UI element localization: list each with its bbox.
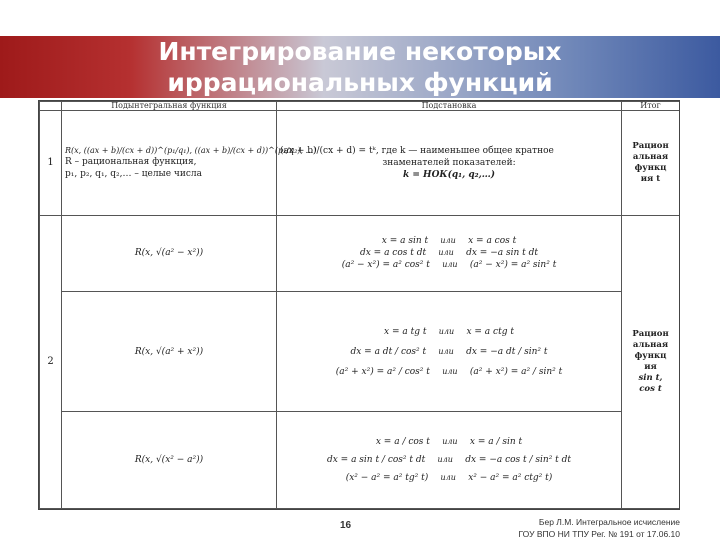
row2b-l3b: или [442, 366, 458, 376]
slide-title-line2: иррациональных функций [167, 68, 553, 97]
row2b-l2c: dx = −a dt / sin² t [466, 346, 548, 357]
row2-result [622, 215, 680, 508]
row2a-l3a: (a² − x²) = a² cos² t [341, 260, 430, 271]
footer-line1: Бер Л.М. Интегральное исчисление [538, 517, 680, 527]
footer-line2: ГОУ ВПО НИ ТПУ Рег. № 191 от 17.06.10 [518, 529, 680, 539]
row2c-l2a: dx = a sin t / cos² t dt [326, 455, 426, 466]
row1-result [622, 111, 680, 216]
header-substitution: Подстановка [277, 102, 622, 111]
row2c-substitution [277, 412, 622, 509]
row1-num: 1 [40, 111, 62, 216]
row2-num: 2 [40, 215, 62, 508]
row2a-l3b: или [442, 260, 458, 270]
row2b-l1c: x = a ctg t [466, 326, 514, 337]
row2a-l3c: (a² − x²) = a² sin² t [469, 260, 557, 271]
row2a-l2c: dx = −a sin t dt [466, 248, 538, 259]
row2b-l3c: (a² + x²) = a² / sin² t [469, 366, 563, 377]
row1-result-line2: альная [632, 151, 669, 162]
header-num [40, 102, 62, 111]
row2c-l3b: или [440, 473, 456, 483]
row2b-l2b: или [438, 346, 454, 356]
row2a-l1b: или [440, 236, 456, 246]
row2c-l1a: x = a / cos t [375, 437, 430, 448]
table-row [40, 412, 680, 509]
row1-sub-line1: (ax + b)/(cx + d) = tᵏ, где k — наименьшее общее кратное [280, 145, 554, 156]
row2-result-line4: ия [644, 361, 657, 372]
table-row [40, 291, 680, 412]
substitution-table [38, 100, 680, 510]
row2c-l2c: dx = −a cos t / sin² t dt [465, 455, 572, 466]
row2-result-line3: функц [634, 350, 667, 361]
row2a-l1c: x = a cos t [468, 236, 517, 247]
row1-sub-line2: знаменателей показателей: [382, 157, 516, 168]
row2a-substitution [277, 215, 622, 291]
table-row [40, 111, 680, 216]
row1-substitution [277, 111, 622, 216]
slide-title-line1: Интегрирование некоторых [158, 37, 562, 66]
row2c-l3c: x² − a² = a² ctg² t) [468, 473, 553, 484]
row2c-function: R(x, √(x² − a²)) [62, 412, 277, 509]
row2b-l1b: или [438, 326, 455, 336]
row2b-l2a: dx = a dt / cos² t [350, 346, 427, 357]
header-function: Подынтегральная функция [62, 102, 277, 111]
row1-func-line1: R(x, ((ax + b)/(cx + d))^(p₁/q₁), ((ax + b)/(cx + d))^(p₂/q₂), …) [65, 146, 317, 156]
row2c-l1c: x = a / sin t [469, 437, 523, 448]
row2a-l2a: dx = a cos t dt [359, 248, 427, 259]
row1-result-line3: функц [634, 162, 667, 173]
row2c-l2b: или [437, 455, 453, 465]
row2a-function: R(x, √(a² − x²)) [62, 215, 277, 291]
row2a-l2b: или [438, 248, 454, 258]
row2-result-line6: cos t [639, 383, 662, 394]
header-result: Итог [622, 102, 680, 111]
table-header-row [40, 102, 680, 111]
row2-result-line1: Рацион [632, 328, 669, 339]
row2c-l1b: или [442, 437, 458, 447]
row2b-substitution [277, 291, 622, 412]
row1-result-line4: ия t [640, 173, 661, 184]
table-row [40, 215, 680, 291]
row1-func-line3: p₁, p₂, q₁, q₂,… – целые числа [65, 169, 202, 180]
row2b-l3a: (a² + x²) = a² / cos² t [335, 366, 430, 377]
row2b-function: R(x, √(a² + x²)) [62, 291, 277, 412]
slide-title [110, 36, 610, 98]
row1-func-line2: R – рациональная функция, [65, 157, 197, 168]
row1-result-line1: Рацион [632, 140, 669, 151]
row2a-l1a: x = a sin t [381, 236, 429, 247]
row2b-l1a: x = a tg t [384, 326, 427, 337]
row1-function [62, 111, 317, 216]
footer-citation [519, 516, 680, 540]
page-number: 16 [340, 520, 352, 531]
row1-sub-line3: k = НОК(q₁, q₂,…) [403, 169, 495, 180]
row2-result-line2: альная [632, 339, 669, 350]
row2c-l3a: (x² − a² = a² tg² t) [345, 473, 429, 484]
row2-result-line5: sin t, [638, 372, 663, 383]
